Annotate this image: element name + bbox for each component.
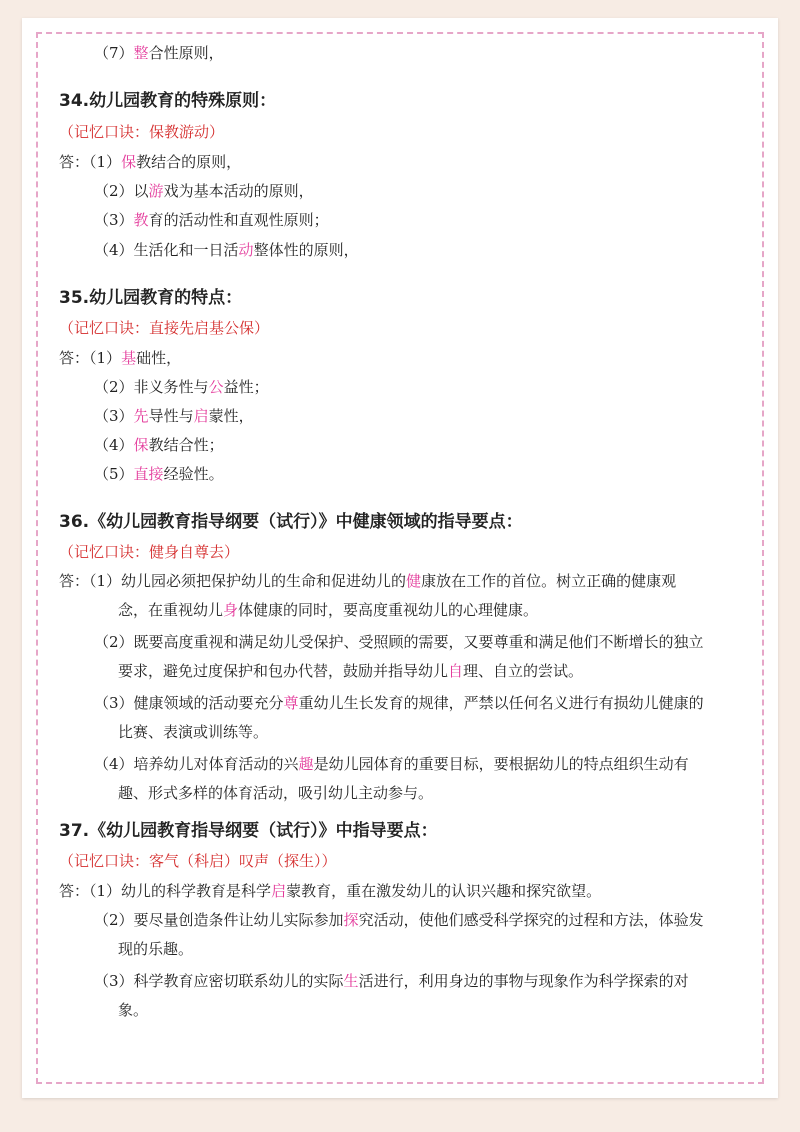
s35-item-4: （4）保教结合性；: [94, 436, 224, 454]
s37-item-1: 答：（1）幼儿的科学教育是科学启蒙教育，重在激发幼儿的认识兴趣和探究欲望。: [59, 882, 602, 900]
s34-item-3: （3）教育的活动性和直观性原则；: [94, 211, 329, 229]
s37-item-2-cont: 现的乐趣。: [118, 940, 194, 958]
s36-item-3-cont: 比赛、表演或训练等。: [118, 723, 269, 741]
s36-mnemonic: （记忆口诀：健身自尊去）: [59, 543, 240, 561]
s37-item-2: （2）要尽量创造条件让幼儿实际参加探究活动，使他们感受科学探究的过程和方法，体验发: [94, 911, 704, 929]
s36-item-1: 答：（1）幼儿园必须把保护幼儿的生命和促进幼儿的健康放在工作的首位。树立正确的健康观: [59, 572, 677, 590]
s35-item-2: （2）非义务性与公益性；: [94, 378, 269, 396]
s35-item-3: （3）先导性与启蒙性，: [94, 407, 254, 425]
s33-item-7: （7）整合性原则，: [94, 44, 224, 62]
s34-item-2: （2）以游戏为基本活动的原则，: [94, 182, 314, 200]
s36-item-2: （2）既要高度重视和满足幼儿受保护、受照顾的需要，又要尊重和满足他们不断增长的独立: [94, 633, 704, 651]
s36-item-4-cont: 趣、形式多样的体育活动，吸引幼儿主动参与。: [118, 784, 434, 802]
s34-item-1: 答：（1）保教结合的原则，: [59, 153, 242, 171]
s34-item-4: （4）生活化和一日活动整体性的原则，: [94, 241, 359, 259]
document-page: [22, 18, 778, 1098]
s35-item-1: 答：（1）基础性，: [59, 349, 182, 367]
s37-mnemonic: （记忆口诀：客气（科启）叹声（探生））: [59, 852, 337, 870]
s37-item-3: （3）科学教育应密切联系幼儿的实际生活进行，利用身边的事物与现象作为科学探索的对: [94, 972, 689, 990]
s37-title: 37.《幼儿园教育指导纲要（试行）》中指导要点：: [59, 821, 438, 841]
s34-title: 34.幼儿园教育的特殊原则：: [59, 91, 277, 111]
s35-mnemonic: （记忆口诀：直接先启基公保）: [59, 319, 270, 337]
s36-item-3: （3）健康领域的活动要充分尊重幼儿生长发育的规律，严禁以任何名义进行有损幼儿健康的: [94, 694, 704, 712]
s36-title: 36.《幼儿园教育指导纲要（试行）》中健康领域的指导要点：: [59, 512, 523, 532]
s35-title: 35.幼儿园教育的特点：: [59, 288, 243, 308]
s36-item-4: （4）培养幼儿对体育活动的兴趣是幼儿园体育的重要目标，要根据幼儿的特点组织生动有: [94, 755, 689, 773]
s36-item-1-cont: 念，在重视幼儿身体健康的同时，要高度重视幼儿的心理健康。: [118, 601, 539, 619]
s37-item-3-cont: 象。: [118, 1001, 149, 1019]
s36-item-2-cont: 要求，避免过度保护和包办代替，鼓励并指导幼儿自理、自立的尝试。: [118, 662, 584, 680]
s35-item-5: （5）直接经验性。: [94, 465, 224, 483]
page-content: [22, 18, 778, 1098]
s34-mnemonic: （记忆口诀：保教游动）: [59, 123, 225, 141]
